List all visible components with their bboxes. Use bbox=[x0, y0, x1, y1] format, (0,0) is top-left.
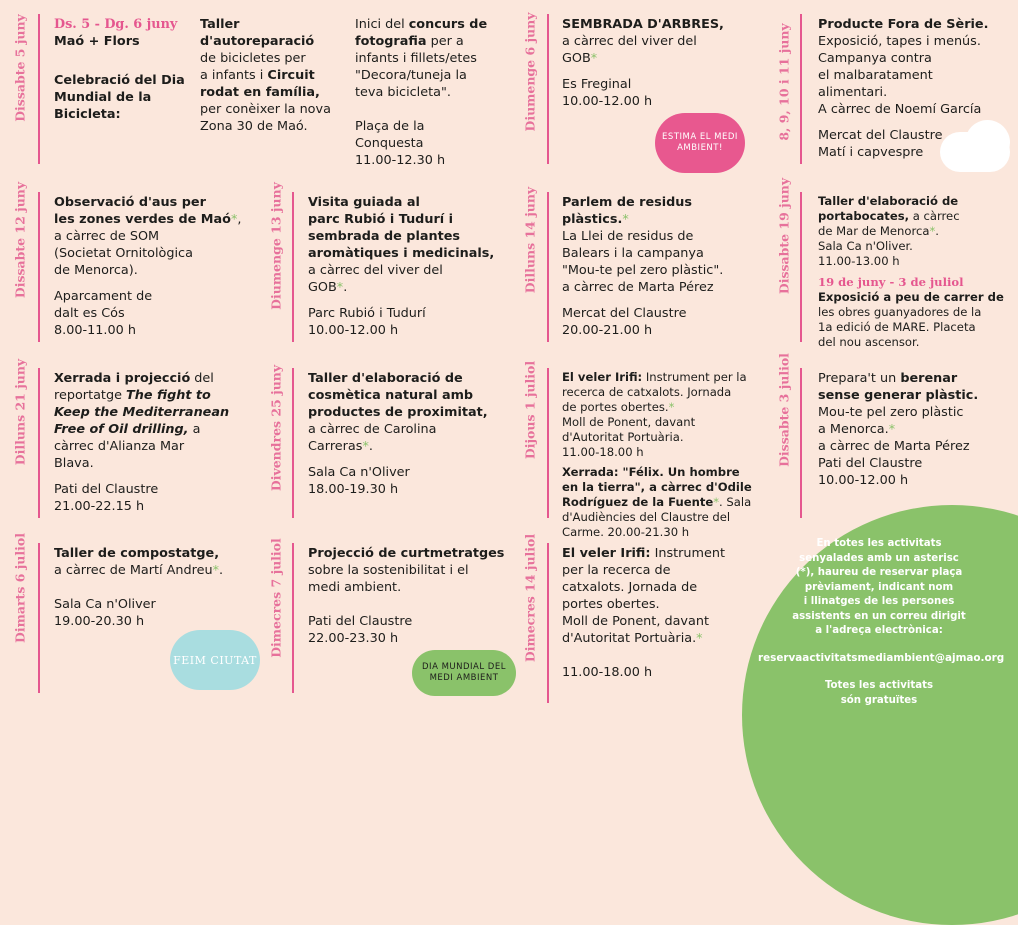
text-line: de bicicletes per bbox=[200, 51, 306, 66]
event-short-films bbox=[308, 545, 508, 647]
text-line: En totes les activitats bbox=[816, 538, 942, 549]
text-line: Prepara't un bbox=[818, 371, 897, 386]
text-line: Carreras bbox=[308, 439, 363, 454]
text-line: sobre la sostenibilitat i el bbox=[308, 563, 469, 578]
text-line: a càrrec del viver del bbox=[308, 263, 443, 278]
event-place: Mercat del Claustre bbox=[818, 128, 943, 143]
text-line: Xerrada: "Félix. Un hombre bbox=[562, 465, 740, 479]
event-place: Sala Ca n'Oliver bbox=[308, 465, 410, 480]
text-line: de portes obertes. bbox=[562, 400, 669, 414]
event-food-waste bbox=[818, 16, 1013, 161]
text-line: en la tierra", a càrrec d'Odile bbox=[562, 480, 752, 494]
text-line: Campanya contra bbox=[818, 51, 932, 66]
text-line: (*), haureu de reservar plaça bbox=[795, 567, 963, 578]
text-line: Taller d'elaboració de bbox=[818, 194, 959, 208]
text-line: a càrrec de Marta Pérez bbox=[818, 439, 970, 454]
event-dates: Ds. 5 - Dg. 6 juny bbox=[54, 17, 178, 32]
text-line: d'Audiències del Claustre del bbox=[562, 510, 731, 524]
event-documentary bbox=[54, 370, 249, 515]
date-label: Diumenge 13 juny bbox=[268, 182, 284, 310]
event-guided-visit: Visita guiada al parc Rubió i Tudurí i sembrada de plantes aromàtiques i medicinals, a càrrec del viver del GOB*. Parc Rubió i Tudurí 10.00-12.00 h bbox=[308, 194, 508, 339]
event-time: 11.00-12.30 h bbox=[355, 153, 446, 168]
text-line: Parlem de residus bbox=[562, 195, 693, 210]
asterisk-mark: * bbox=[622, 212, 629, 227]
date-label: Dimarts 6 juliol bbox=[12, 533, 28, 643]
text-line: Free of Oil drilling, bbox=[54, 422, 189, 437]
text-line: Moll de Ponent, davant bbox=[562, 415, 696, 429]
text-line: les zones verdes de Maó bbox=[54, 212, 231, 227]
asterisk-mark: * bbox=[713, 495, 720, 509]
text-line: sense generar plàstic. bbox=[818, 388, 979, 403]
date-label: Dilluns 14 juny bbox=[522, 186, 538, 294]
text-line: Rodríguez de la Fuente bbox=[562, 495, 714, 509]
text-line: "Decora/tuneja la bbox=[355, 68, 467, 83]
text-line: sembrada de plantes bbox=[308, 229, 460, 244]
divider-line bbox=[800, 368, 802, 518]
date-label: Diumenge 6 juny bbox=[522, 12, 538, 132]
divider-line bbox=[292, 192, 294, 342]
event-time: 11.00-13.00 h bbox=[818, 254, 900, 268]
text-line: Sala Ca n'Oliver. bbox=[818, 239, 913, 253]
date-label: Dissabte 12 juny bbox=[12, 181, 28, 299]
event-time: 10.00-12.00 h bbox=[562, 94, 653, 109]
text-line: les obres guanyadores de la bbox=[818, 305, 982, 319]
email-link[interactable]: reservaactivitatsmediambient@ajmao.org bbox=[758, 651, 1005, 664]
event-bird-watching: Observació d'aus per les zones verdes de Maó*, a càrrec de SOM (Societat Ornitològica de Menorca). Aparcament de dalt es Cós 8.00-11.00 h bbox=[54, 194, 254, 339]
text-line: a càrrec del viver del bbox=[562, 34, 697, 49]
event-place: Es Freginal bbox=[562, 77, 632, 92]
event-time: 10.00-12.00 h bbox=[818, 473, 909, 488]
text-line: Mou-te pel zero plàstic bbox=[818, 405, 964, 420]
text-line: "Mou-te pel zero plàstic". bbox=[562, 263, 724, 278]
event-portabocates: Taller d'elaboració de portabocates, a càrrec de Mar de Menorca*. Sala Ca n'Oliver. 11.00-13.00 h 19 de juny - 3 de juliol Exposició a peu de carrer de les obres guanyadores de la 1a edició de MARE. Placeta del nou ascensor. bbox=[818, 194, 1008, 350]
asterisk-mark: * bbox=[696, 631, 703, 646]
text-line: Projecció de curtmetratges bbox=[308, 546, 505, 561]
text-line: a infants i bbox=[200, 68, 268, 83]
date-label: Dissabte 5 juny bbox=[12, 14, 28, 122]
event-time: 19.00-20.30 h bbox=[54, 614, 145, 629]
text-line: infants i fillets/etes bbox=[355, 51, 477, 66]
divider-line bbox=[547, 14, 549, 164]
text-line: medi ambient. bbox=[308, 580, 402, 595]
date-label: 8, 9, 10 i 11 juny bbox=[776, 23, 792, 141]
text-line: alimentari. bbox=[818, 85, 888, 100]
text-line: cosmètica natural amb bbox=[308, 388, 474, 403]
text-line: reportatge bbox=[54, 388, 122, 403]
text-line: per conèixer la nova bbox=[200, 102, 331, 117]
text-line: a càrrec de SOM bbox=[54, 229, 160, 244]
text-line: Taller bbox=[200, 17, 240, 32]
event-time: 8.00-11.00 h bbox=[54, 323, 136, 338]
event-place: Conquesta bbox=[355, 136, 424, 151]
text-line: de Menorca). bbox=[54, 263, 138, 278]
asterisk-mark: * bbox=[929, 224, 936, 238]
text-line: portes obertes. bbox=[562, 597, 660, 612]
date-label: Dijous 1 juliol bbox=[522, 360, 538, 460]
text-line: Moll de Ponent, davant bbox=[562, 614, 709, 629]
text-line: per la recerca de bbox=[562, 563, 671, 578]
text-line: Taller de compostatge, bbox=[54, 546, 220, 561]
event-place: Pati del Claustre bbox=[308, 614, 413, 629]
text-line: assistents en un correu dirigit bbox=[792, 610, 966, 622]
text-line: a càrrec bbox=[909, 209, 960, 223]
event-bike-day bbox=[54, 16, 194, 123]
event-title: Maó + Flors bbox=[54, 34, 140, 49]
event-sailboat-irifi-2 bbox=[562, 545, 762, 681]
text-line: Xerrada i projecció bbox=[54, 371, 191, 386]
text-line: Exposició, tapes i menús. bbox=[818, 34, 981, 49]
asterisk-mark: * bbox=[888, 422, 896, 437]
event-cosmetics: Taller d'elaboració de cosmètica natural amb productes de proximitat, a càrrec de Carolina Carreras*. Sala Ca n'Oliver 18.00-19.30 h bbox=[308, 370, 508, 498]
event-dates: 19 de juny - 3 de juliol bbox=[818, 275, 964, 289]
text-line: GOB bbox=[562, 51, 591, 66]
text-line: d'Autoritat Portuària. bbox=[562, 430, 684, 444]
text-line: a càrrec de Martí Andreu bbox=[54, 563, 213, 578]
reservation-info bbox=[758, 537, 1005, 708]
event-place: dalt es Cós bbox=[54, 306, 125, 321]
event-time: Matí i capvespre bbox=[818, 145, 924, 160]
asterisk-mark: * bbox=[362, 439, 369, 454]
text-line: del bbox=[190, 371, 214, 386]
text-line: parc Rubió i Tudurí i bbox=[308, 212, 453, 227]
divider-line bbox=[800, 192, 802, 342]
text-line: Zona 30 de Maó. bbox=[200, 119, 308, 134]
text-line: a càrrec de Marta Pérez bbox=[562, 280, 714, 295]
text-line: aromàtiques i medicinals, bbox=[308, 246, 495, 261]
event-time: 10.00-12.00 h bbox=[308, 323, 399, 338]
date-label: Divendres 25 juny bbox=[268, 364, 284, 492]
text-line: catxalots. Jornada de bbox=[562, 580, 698, 595]
divider-line bbox=[547, 543, 549, 703]
event-place: Plaça de la bbox=[355, 119, 425, 134]
event-time: 20.00-21.00 h bbox=[562, 323, 653, 338]
text-line: a bbox=[188, 422, 201, 437]
text-line: Visita guiada al bbox=[308, 195, 420, 210]
event-compost: Taller de compostatge, a càrrec de Martí Andreu*. Sala Ca n'Oliver 19.00-20.30 h bbox=[54, 545, 254, 630]
date-label: Dilluns 21 juny bbox=[12, 358, 28, 466]
event-description: Celebració del Dia Mundial de la Bicicleta: bbox=[54, 73, 185, 122]
asterisk-mark: * bbox=[668, 400, 675, 414]
text-line: portabocates, bbox=[818, 209, 910, 223]
text-line: plàstics. bbox=[562, 212, 623, 227]
text-line: concurs de bbox=[408, 17, 488, 32]
text-line: GOB bbox=[308, 280, 337, 295]
text-line: Keep the Mediterranean bbox=[54, 405, 230, 420]
asterisk-mark: * bbox=[212, 563, 219, 578]
text-line: Carme. 20.00-21.30 h bbox=[562, 525, 690, 539]
text-line: recerca de catxalots. Jornada bbox=[562, 385, 732, 399]
text-line: rodat en família, bbox=[200, 85, 320, 100]
speech-bubble-green: DIA MUNDIAL DEL MEDI AMBIENT bbox=[412, 650, 516, 696]
text-line: A càrrec de Noemí García bbox=[818, 102, 982, 117]
text-line: del nou ascensor. bbox=[818, 335, 920, 349]
date-label: Dissabte 3 juliol bbox=[776, 353, 792, 467]
text-line: . Sala bbox=[719, 495, 752, 509]
event-place: Aparcament de bbox=[54, 289, 153, 304]
event-time: 21.00-22.15 h bbox=[54, 499, 145, 514]
text-line: berenar bbox=[900, 371, 958, 386]
text-line: El veler Irifi: bbox=[562, 546, 651, 561]
event-title: SEMBRADA D'ARBRES, bbox=[562, 17, 724, 32]
text-line: a Menorca. bbox=[818, 422, 889, 437]
text-line: Blava. bbox=[54, 456, 94, 471]
text-line: senyalades amb un asterisc bbox=[799, 552, 959, 564]
text-line: càrrec d'Alianza Mar bbox=[54, 439, 185, 454]
event-photo-contest bbox=[355, 16, 505, 169]
divider-line bbox=[292, 368, 294, 518]
event-sailboat-irifi bbox=[562, 370, 762, 540]
event-tree-planting bbox=[562, 16, 742, 110]
event-place: Parc Rubió i Tudurí bbox=[308, 306, 426, 321]
event-plastic-waste bbox=[562, 194, 762, 339]
text-line: prèviament, indicant nom bbox=[804, 581, 954, 593]
text-line: d'autoreparació bbox=[200, 34, 315, 49]
asterisk-mark: * bbox=[230, 212, 238, 227]
speech-bubble-blue: FEIM CIUTAT bbox=[170, 630, 260, 690]
text-line: (Societat Ornitològica bbox=[54, 246, 193, 261]
date-label: Dimecres 7 juliol bbox=[268, 538, 284, 658]
text-line: Observació d'aus per bbox=[54, 195, 206, 210]
event-time: 11.00-18.00 h bbox=[562, 445, 644, 459]
event-place: Pati del Claustre bbox=[818, 456, 923, 471]
date-label: Dissabte 19 juny bbox=[776, 177, 792, 295]
text-line: 1a edició de MARE. Placeta bbox=[818, 320, 976, 334]
text-line: fotografia bbox=[355, 34, 427, 49]
event-place: Sala Ca n'Oliver bbox=[54, 597, 156, 612]
event-snack bbox=[818, 370, 1008, 489]
text-line: de Mar de Menorca bbox=[818, 224, 930, 238]
text-line: el malbaratament bbox=[818, 68, 933, 83]
text-line: per a bbox=[426, 34, 464, 49]
event-time: 22.00-23.30 h bbox=[308, 631, 399, 646]
asterisk-mark: * bbox=[336, 280, 344, 295]
text-line: a càrrec de Carolina bbox=[308, 422, 437, 437]
event-bike-workshop bbox=[200, 16, 350, 135]
text-line: a l'adreça electrònica: bbox=[815, 625, 943, 636]
text-line: El veler Irifi: bbox=[562, 370, 643, 384]
text-line: són gratuïtes bbox=[840, 694, 918, 706]
text-line: teva bicicleta". bbox=[355, 85, 451, 100]
divider-line bbox=[547, 368, 549, 518]
text-line: Exposició a peu de carrer de bbox=[818, 290, 1004, 304]
text-line: productes de proximitat, bbox=[308, 405, 488, 420]
text-line: i llinatges de les persones bbox=[803, 596, 955, 607]
text-line: La Llei de residus de bbox=[562, 229, 694, 244]
divider-line bbox=[800, 14, 802, 164]
divider-line bbox=[38, 368, 40, 518]
text-line: Circuit bbox=[267, 68, 315, 83]
text-line: Inici del bbox=[355, 17, 409, 32]
divider-line bbox=[38, 14, 40, 164]
text-line: The fight to bbox=[126, 388, 211, 403]
divider-line bbox=[292, 543, 294, 693]
event-time: 11.00-18.00 h bbox=[562, 665, 653, 680]
text-line: Taller d'elaboració de bbox=[308, 371, 463, 386]
text-line: Totes les activitats bbox=[824, 680, 934, 691]
divider-line bbox=[38, 192, 40, 342]
event-time: 18.00-19.30 h bbox=[308, 482, 399, 497]
asterisk-mark: * bbox=[590, 51, 598, 66]
event-place: Pati del Claustre bbox=[54, 482, 159, 497]
speech-bubble-pink: ESTIMA EL MEDI AMBIENT! bbox=[655, 113, 745, 173]
divider-line bbox=[38, 543, 40, 693]
text-line: d'Autoritat Portuària. bbox=[562, 631, 697, 646]
text-line: Instrument per la bbox=[642, 370, 747, 384]
event-place: Mercat del Claustre bbox=[562, 306, 687, 321]
text-line: Instrument bbox=[650, 546, 725, 561]
text-line: Balears i la campanya bbox=[562, 246, 704, 261]
date-label: Dimecres 14 juliol bbox=[522, 533, 538, 663]
divider-line bbox=[547, 192, 549, 342]
event-title: Producte Fora de Sèrie. bbox=[818, 17, 989, 32]
